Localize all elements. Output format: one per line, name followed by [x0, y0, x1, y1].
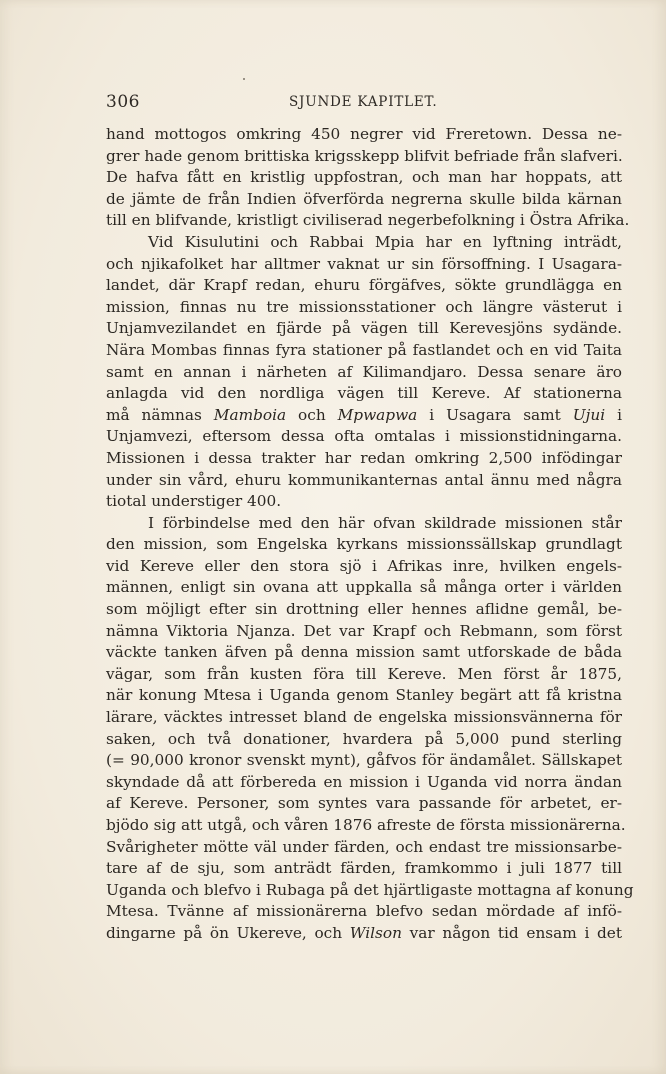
person-name-wilson: Wilson [349, 923, 402, 942]
text-line: till en blifvande, kristligt civiliserad negerbefolkning i Östra Afrika. [106, 211, 630, 230]
text-line: Nära Mombas finnas fyra stationer på fastlandet och en vid Taita [106, 340, 622, 359]
text-line: Missionen i dessa trakter har redan omkring 2,500 infödingar [106, 448, 622, 467]
text-fragment: var någon tid ensam i det [409, 923, 623, 942]
text-line: De hafva fått en kristlig uppfostran, och man har hoppats, att [106, 168, 622, 187]
place-name-mamboia: Mamboia [213, 405, 287, 424]
text-line: Uganda och blefvo i Rubaga på det hjärtligaste mottagna af konung [106, 880, 634, 899]
body-text [106, 124, 634, 945]
text-fragment: och [298, 405, 326, 424]
text-fragment: må nämnas [106, 405, 202, 424]
text-line: väckte tanken äfven på denna mission samt utforskade de båda [106, 643, 622, 662]
text-line: nämna Viktoria Njanza. Det var Krapf och Rebmann, som först [106, 621, 622, 640]
text-line: Unjamvezi, eftersom dessa ofta omtalas i missionstidningarna. [106, 427, 622, 446]
place-name-ujui: Ujui [572, 405, 606, 424]
text-line: när konung Mtesa i Uganda genom Stanley begärt att få kristna [106, 686, 622, 705]
text-line: och njikafolket har alltmer vaknat ur sin försoffning. I Usagara- [106, 254, 622, 273]
text-fragment: i Usagara samt [429, 405, 561, 424]
text-line: Unjamvezilandet en fjärde på vägen till Kerevesjöns sydände. [106, 319, 622, 338]
text-line: hand mottogos omkring 450 negrer vid Freretown. Dessa ne- [106, 125, 622, 143]
text-line: den mission, som Engelska kyrkans missionssällskap grundlagt [106, 535, 622, 554]
page-number: 306 [106, 92, 140, 112]
paper-speck [243, 78, 245, 80]
text-line: grer hade genom brittiska krigsskepp blifvit befriade från slafveri. [106, 146, 623, 165]
text-line: tiotal understiger 400. [106, 492, 282, 511]
text-line: tare af de sju, som anträdt färden, framkommo i juli 1877 till [106, 859, 622, 878]
text-line-with-name [106, 923, 622, 945]
text-line: mission, finnas nu tre missionsstationer och längre västerut i [106, 297, 622, 316]
text-line: som möjligt efter sin drottning eller hennes aflidne gemål, be- [106, 600, 622, 619]
text-line: I förbindelse med den här ofvan skildrade missionen står [148, 513, 622, 532]
text-line: Vid Kisulutini och Rabbai Mpia har en lyftning inträdt, [148, 232, 622, 251]
text-line: vid Kereve eller den stora sjö i Afrikas inre, hvilken engels- [106, 556, 622, 575]
page-header [106, 92, 628, 116]
text-line: de jämte de från Indien öfverförda negrerna skulle bilda kärnan [106, 189, 622, 208]
place-name-mpwapwa: Mpwapwa [337, 405, 418, 424]
text-line: under sin vård, ehuru kommunikanternas antal ännu med några [106, 470, 622, 489]
running-title: SJUNDE KAPITLET. [289, 94, 438, 110]
text-fragment: dingarne på ön Ukereve, och [106, 923, 343, 942]
text-line: (= 90,000 kronor svenskt mynt), gåfvos för ändamålet. Sällskapet [106, 751, 622, 770]
text-line: bjödo sig att utgå, och våren 1876 afreste de första missionärerna. [106, 816, 626, 834]
text-line: Svårigheter mötte väl under färden, och endast tre missionsarbe- [106, 837, 622, 856]
text-line: vägar, som från kusten föra till Kereve. Men först år 1875, [106, 664, 622, 683]
text-line: männen, enligt sin ovana att uppkalla så många orter i världen [106, 578, 622, 597]
text-line: af Kereve. Personer, som syntes vara passande för arbetet, er- [106, 794, 622, 813]
text-line: landet, där Krapf redan, ehuru förgäfves, sökte grundlägga en [106, 276, 622, 295]
text-line: lärare, väcktes intresset bland de engelska missionsvännerna för [106, 708, 622, 727]
text-line: samt en annan i närheten af Kilimandjaro. Dessa senare äro [106, 362, 622, 381]
text-line: saken, och två donationer, hvardera på 5,000 pund sterling [106, 729, 622, 748]
text-line: skyndade då att förbereda en mission i Uganda vid norra ändan [106, 772, 622, 791]
text-line: Mtesa. Tvänne af missionärerna blefvo sedan mördade af infö- [106, 902, 622, 921]
text-line: anlagda vid den nordliga vägen till Kereve. Af stationerna [106, 384, 622, 403]
text-line-with-names [106, 405, 622, 427]
text-fragment: i [617, 405, 622, 424]
